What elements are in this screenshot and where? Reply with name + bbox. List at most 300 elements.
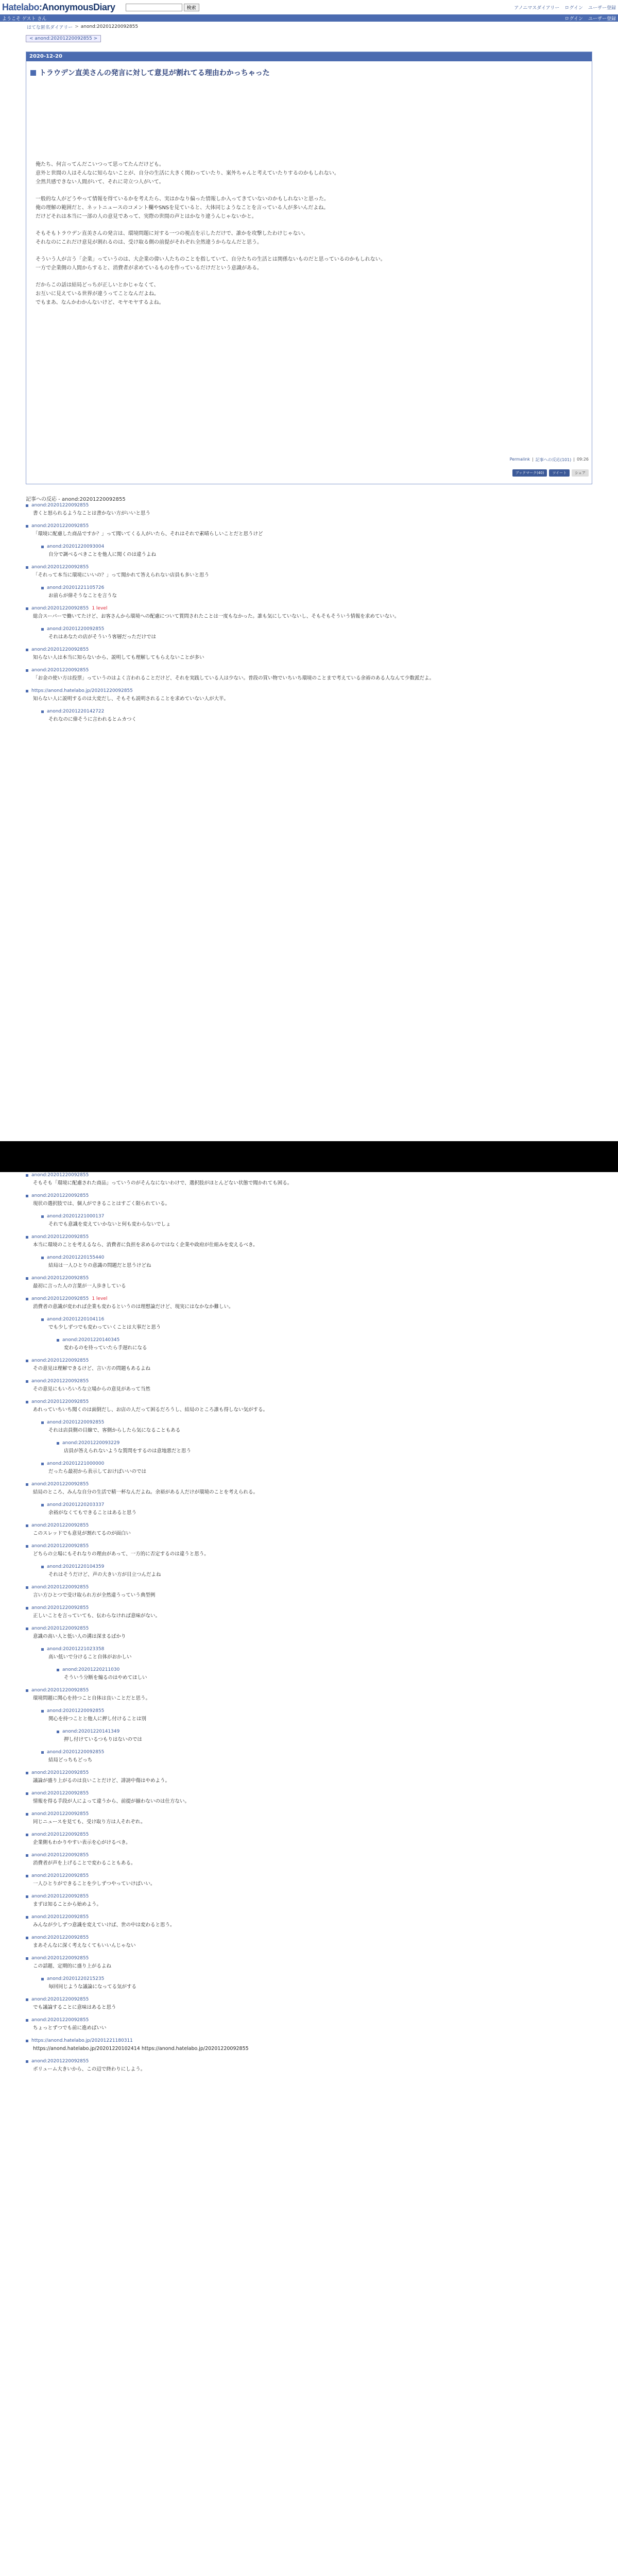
comment-text: まあそんなに深く考えなくてもいいんじゃない: [33, 1943, 136, 1948]
entry-nav-link[interactable]: < anond:20201220092855 >: [26, 35, 101, 42]
comment-link[interactable]: anond:20201220092855: [31, 1585, 89, 1590]
comment-header: [26, 565, 592, 570]
comment-text: 消費者の意識が変われば企業も変わるというのは理想論だけど、現実にはなかなか難しい。: [33, 1304, 234, 1310]
comment-link[interactable]: anond:20201220141349: [62, 1729, 120, 1734]
comment-text: 高い低いで分けること自体がおかしい: [48, 1654, 132, 1660]
comment-header: [57, 1440, 592, 1446]
comment-text: 最初に言った人の言葉が一人歩きしている: [33, 1283, 126, 1289]
comment-link[interactable]: anond:20201220092855: [31, 1276, 89, 1281]
comment-item: [41, 709, 592, 723]
bullet-icon: [26, 1916, 28, 1919]
comment-item: [26, 2018, 592, 2032]
comment-header: [26, 1482, 592, 1487]
comment-item: [57, 1667, 592, 1682]
bullet-icon: [26, 1483, 28, 1486]
comment-item: [41, 1502, 592, 1517]
comment-link[interactable]: anond:20201220092855: [47, 1420, 105, 1425]
comment-header: [26, 668, 592, 673]
comment-link[interactable]: anond:20201220092855: [47, 1750, 105, 1755]
comment-item: [26, 1482, 592, 1496]
comment-link[interactable]: anond:20201220203337: [47, 1502, 105, 1507]
comment-item: [26, 1585, 592, 1599]
comment-text: 「それって本当に環境にいいの？」って聞かれて答えられない店員も多いと思う: [33, 572, 210, 578]
bullet-icon: [26, 1628, 28, 1630]
comment-link[interactable]: anond:20201220140345: [62, 1337, 120, 1343]
comment-text: だったら最初から表示しておけばいいのでは: [48, 1469, 147, 1475]
entry-body: [36, 160, 581, 307]
comment-item: [41, 1461, 592, 1476]
comment-header: [26, 647, 592, 652]
bullet-icon: [41, 1257, 44, 1259]
comment-text: 情報を得る手段が人によって違うから、前提が揃わないのは仕方ない。: [33, 1799, 190, 1804]
comment-item: [26, 1935, 592, 1950]
bullet-icon: [41, 1318, 44, 1321]
comment-header: [26, 1873, 592, 1878]
comment-link[interactable]: anond:20201220215235: [47, 1976, 105, 1981]
comment-link[interactable]: anond:20201220092855: [31, 503, 89, 508]
top-nav: [514, 4, 616, 11]
comment-text: 環境問題に関心を持つこと自体は良いことだと思う。: [33, 1696, 151, 1701]
comment-text: 本当に環境のことを考えるなら、消費者に負担を求めるのではなく企業や政府が仕組みを変えるべき。: [33, 1242, 258, 1248]
reactions-link[interactable]: 記事への反応(101): [535, 457, 572, 462]
comment-item: [41, 1255, 592, 1269]
comment-item: [26, 1956, 592, 1970]
comment-link[interactable]: anond:20201220092855: [31, 2059, 89, 2064]
entry-paragraph: それなのにこれだけ意見が割れるのは、受け取る側の前提がそれぞれ全然違うからなんだと思う。: [36, 240, 262, 245]
comment-text: 押し付けているつもりはないのでは: [64, 1737, 142, 1742]
bullet-icon: [41, 1566, 44, 1568]
comment-text: 正しいことを言っていても、伝わらなければ意味がない。: [33, 1613, 161, 1619]
bullet-icon: [57, 1339, 59, 1342]
comment-text: 一人ひとりができることを少しずつやっていけばいい。: [33, 1881, 156, 1887]
comment-item: [41, 1214, 592, 1228]
comment-text: どちらの立場にもそれなりの理由があって、一方的に否定するのは違うと思う。: [33, 1551, 209, 1557]
comment-link[interactable]: anond:20201220092855: [31, 1296, 89, 1301]
bullet-icon: [26, 1998, 28, 2001]
comment-header: [26, 1832, 592, 1837]
bar-register-link[interactable]: ユーザー登録: [588, 16, 616, 22]
comment-text: みんなが少しずつ意識を変えていけば、世の中は変わると思う。: [33, 1922, 175, 1928]
comment-header: [41, 1255, 592, 1260]
comment-item: [26, 668, 592, 682]
comment-link[interactable]: anond:20201220092855: [31, 1482, 89, 1487]
comment-text: 総合スーパーで働いてたけど、お客さんから環境への配慮について質問されたことは一度もなかった。誰も気にしていないし、そもそもそういう情報を求めていない。: [33, 614, 400, 619]
reactions-heading: 記事への反応 - anond:20201220092855: [26, 497, 126, 502]
bullet-icon: [26, 1380, 28, 1383]
comment-text: 現状の選択肢では、個人ができることはすごく限られている。: [33, 1201, 170, 1207]
bullet-icon: [41, 1648, 44, 1651]
tweet-button[interactable]: ツイート: [549, 469, 570, 477]
bullet-icon: [41, 1751, 44, 1754]
comment-item: [26, 1605, 592, 1620]
comment-header: [26, 2059, 592, 2064]
bullet-icon: [26, 1895, 28, 1898]
comment-item: [26, 1832, 592, 1846]
comment-header: [57, 1667, 592, 1672]
bullet-icon: [26, 649, 28, 651]
bullet-icon: [26, 1586, 28, 1589]
search-button[interactable]: 検索: [184, 4, 199, 11]
comment-link[interactable]: anond:20201220092855: [31, 1894, 89, 1899]
bullet-icon: [41, 1504, 44, 1506]
comment-item: [41, 1317, 592, 1331]
entry-title: [30, 67, 588, 78]
comment-link[interactable]: https://anond.hatelabo.jp/20201221180311: [31, 2038, 133, 2043]
entry-meta: [510, 457, 589, 463]
entry-paragraph: でもまあ、なんかわかんないけど、モヤモヤするよね。: [36, 300, 164, 306]
bullet-icon: [26, 1937, 28, 1939]
comment-item: [26, 1173, 592, 1187]
comment-link[interactable]: anond:20201220155440: [47, 1255, 105, 1260]
comment-link[interactable]: anond:20201220093229: [62, 1440, 120, 1446]
entry-paragraph: お互いに見えている世界が違うってことなんだよね。: [36, 291, 159, 297]
bullet-icon: [41, 546, 44, 548]
comment-link[interactable]: anond:20201220211030: [62, 1667, 120, 1672]
bullet-icon: [26, 669, 28, 672]
comment-text: 書くと怒られるようなことは書かない方がいいと思う: [33, 511, 151, 516]
comment-link[interactable]: anond:20201220092855: [47, 1708, 105, 1714]
comment-link[interactable]: anond:20201220092855: [31, 1358, 89, 1363]
entry-paragraph: 俺たち、何言ってんだこいつって思ってたんだけども。: [36, 162, 164, 167]
comment-link[interactable]: https://anond.hatelabo.jp/20201220092855: [31, 688, 133, 693]
comment-link[interactable]: anond:20201220092855: [31, 1544, 89, 1549]
comment-header: [26, 1956, 592, 1961]
comment-item: [41, 1708, 592, 1723]
entry-title-text: トラウデン直美さんの発言に対して意見が割れてる理由わかっちゃった: [39, 69, 270, 77]
comment-header: [57, 1337, 592, 1343]
bullet-icon: [26, 1360, 28, 1362]
comment-item: [26, 1523, 592, 1537]
site-logo[interactable]: [2, 2, 115, 13]
entry-paragraph: 一方で企業側の人間からすると、消費者が求めているものを作っているだけだという意識がある。: [36, 265, 262, 271]
comment-link[interactable]: anond:20201220092855: [31, 1935, 89, 1940]
breadcrumb-current: anond:20201220092855: [80, 24, 139, 29]
comment-link[interactable]: anond:20201220142722: [47, 709, 105, 714]
bullet-icon: [26, 1792, 28, 1795]
entry-paragraph: そういう人が言う「企業」っていうのは、大企業の偉い人たちのことを指していて、自分たちの生活とは関係ないものだと思っているのかもしれない。: [36, 257, 386, 262]
comments-list-bottom: [26, 1173, 592, 2079]
comment-item: [26, 1379, 592, 1393]
comment-text: この話題、定期的に盛り上がるよね: [33, 1963, 112, 1969]
comment-header: [26, 2038, 592, 2043]
comment-text: まずは知ることから始めよう。: [33, 1902, 102, 1907]
comment-text: それでも意識を変えていかないと何も変わらないでしょ: [48, 1222, 171, 1227]
comment-text: 店員が答えられないような質問をするのは意地悪だと思う: [64, 1448, 192, 1454]
comment-link[interactable]: anond:20201221105726: [47, 585, 105, 590]
comment-item: [41, 585, 592, 600]
comment-header: [26, 1791, 592, 1796]
comment-item: [26, 523, 592, 538]
comment-header: [26, 1234, 592, 1240]
comment-header: [41, 709, 592, 714]
bullet-icon: [26, 1195, 28, 1197]
bullet-icon: [26, 2019, 28, 2022]
bullet-icon: [41, 1710, 44, 1713]
entry-date: 2020-12-20: [26, 52, 592, 61]
welcome-bar: [0, 14, 618, 22]
meta-sep2: |: [573, 457, 575, 462]
comment-text: お前らが偉そうなことを言うな: [48, 593, 117, 599]
bookmark-button[interactable]: ブックマーク(40): [512, 469, 547, 477]
comment-header: [26, 1358, 592, 1363]
comment-item: [26, 1853, 592, 1867]
comment-text: 意識の高い人と低い人の溝は深まるばかり: [33, 1634, 126, 1639]
comment-text: 「環境に配慮した商品ですか？」って聞いてくる人がいたら、それはそれで素晴らしいことだと思うけど: [33, 531, 263, 537]
comment-item: [57, 1337, 592, 1352]
search-input[interactable]: [126, 4, 182, 11]
comment-link[interactable]: anond:20201220092855: [31, 647, 89, 652]
entry-paragraph: 俺の理解の範囲だと、ネットニュースのコメント欄やSNSを見ていると、大体同じようなことを言っている人が多いんだよね。: [36, 205, 329, 211]
bullet-icon: [26, 1545, 28, 1548]
comment-item: [57, 1729, 592, 1743]
bullet-icon: [26, 1607, 28, 1609]
comment-item: [26, 1894, 592, 1908]
bullet-icon: [26, 2040, 28, 2042]
comment-header: [26, 2018, 592, 2023]
bar-login-link[interactable]: ログイン: [564, 16, 583, 22]
comment-link[interactable]: anond:20201220092855: [31, 1193, 89, 1198]
comment-text: そもそも「環境に配慮された商品」っていうのがそんなにないわけで、選択肢がほとんどない状態で聞かれても困る。: [33, 1180, 293, 1186]
comment-item: [26, 1770, 592, 1785]
search-box: [126, 4, 199, 11]
comment-link[interactable]: anond:20201220092855: [31, 1873, 89, 1878]
comment-link[interactable]: anond:20201220092855: [31, 668, 89, 673]
bullet-icon: [41, 1215, 44, 1218]
bullet-icon: [26, 1772, 28, 1774]
comment-item: [26, 2059, 592, 2073]
comment-item: [26, 647, 592, 662]
comment-item: [26, 1873, 592, 1888]
comment-item: [26, 1358, 592, 1372]
comments-list-top: [26, 503, 592, 730]
permalink[interactable]: Permalink: [509, 457, 530, 462]
comment-link[interactable]: anond:20201220092855: [31, 1626, 89, 1631]
welcome-text: ようこそ ゲスト さん: [2, 16, 47, 22]
bullet-icon: [26, 1236, 28, 1239]
comment-text: このスレッドでも意見が割れてるのが面白い: [33, 1531, 131, 1536]
comment-header: [41, 1214, 592, 1219]
bullet-icon: [26, 2060, 28, 2063]
entry-paragraph: だからこの話は結局どっちが正しいとかじゃなくて、: [36, 282, 159, 288]
comment-header: [26, 1626, 592, 1631]
comment-header: [26, 1379, 592, 1384]
paragraph-gap: [36, 221, 581, 229]
comment-item: [41, 1420, 592, 1434]
paragraph-gap: [36, 187, 581, 195]
comment-item: [26, 1914, 592, 1929]
comment-link[interactable]: anond:20201221023358: [47, 1647, 105, 1652]
comment-header: [57, 1729, 592, 1734]
comment-link[interactable]: anond:20201220092855: [31, 565, 89, 570]
bullet-icon: [26, 1813, 28, 1816]
breadcrumb-root[interactable]: はてな匿名ダイアリー: [27, 25, 73, 30]
comment-link[interactable]: anond:20201220092855: [31, 1853, 89, 1858]
comment-link[interactable]: anond:20201220092855: [31, 1811, 89, 1817]
comment-text: 知らない人に説明するのは大変だし、そもそも説明されることを求めていない人が大半。: [33, 696, 229, 702]
comment-header: [26, 1544, 592, 1549]
comment-text: 結局どっちもどっち: [48, 1757, 93, 1763]
comment-header: [41, 585, 592, 590]
logo-main-text: Hatelabo: [2, 2, 40, 12]
comment-item: [26, 606, 592, 620]
comment-header: [41, 1317, 592, 1322]
comment-item: [26, 503, 592, 517]
new-badge: 1 level: [92, 1296, 108, 1301]
comment-item: [26, 1193, 592, 1208]
comment-link[interactable]: anond:20201221000000: [47, 1461, 105, 1466]
comment-item: [26, 1544, 592, 1558]
bullet-icon: [26, 1689, 28, 1692]
comment-text: 議論が盛り上がるのは良いことだけど、誹謗中傷はやめよう。: [33, 1778, 170, 1784]
comment-link[interactable]: anond:20201220092855: [31, 1523, 89, 1528]
comment-header: [26, 1399, 592, 1404]
comment-item: [41, 1647, 592, 1661]
comment-text: 同じニュースを見ても、受け取り方は人それぞれ。: [33, 1819, 146, 1825]
comment-text: 変わるのを待っていたら手遅れになる: [64, 1345, 147, 1351]
comment-text: でも議論することに意味はあると思う: [33, 2005, 116, 2010]
bullet-icon: [26, 504, 28, 507]
comment-link[interactable]: anond:20201220092855: [31, 1791, 89, 1796]
comment-link[interactable]: anond:20201220092855: [31, 1399, 89, 1404]
comment-link[interactable]: anond:20201220092855: [31, 1379, 89, 1384]
comment-item: [26, 1791, 592, 1805]
bullet-icon: [26, 566, 28, 569]
comment-header: [26, 688, 592, 693]
bullet-icon: [57, 1442, 59, 1445]
comment-text: 「お金の使い方は投票」っていうのはよく言われることだけど、それを実践している人は少ない。普段の買い物でいちいち環境のことまで考えている余裕のある人なんて少数派だよ。: [33, 675, 435, 681]
comment-link[interactable]: anond:20201220092855: [31, 1956, 89, 1961]
comment-header: [26, 1853, 592, 1858]
comment-text: そういう分断を煽るのはやめてほしい: [64, 1675, 147, 1681]
bullet-icon: [41, 1978, 44, 1980]
bullet-icon: [26, 1875, 28, 1877]
logo-sub: AnonymousDiary: [42, 2, 115, 12]
nav-login[interactable]: ログイン: [564, 5, 583, 11]
site-header: [0, 0, 618, 14]
comment-header: [26, 1770, 592, 1775]
bullet-icon: [57, 1669, 59, 1671]
comment-item: [26, 1626, 592, 1640]
comment-link[interactable]: anond:20201220104359: [47, 1564, 105, 1569]
comment-link[interactable]: anond:20201220092855: [31, 2018, 89, 2023]
comment-header: [26, 1193, 592, 1198]
comment-text: でも少しずつでも変わっていくことは大事だと思う: [48, 1325, 161, 1330]
comment-item: [41, 626, 592, 641]
comment-text: それはあなたの店がそういう客層だっただけでは: [48, 634, 157, 640]
logo-sub-text: :: [39, 2, 42, 12]
bullet-icon: [26, 607, 28, 610]
comment-item: [26, 1997, 592, 2011]
comment-link[interactable]: anond:20201220092855: [31, 606, 89, 611]
comment-text: ちょっとずつでも前に進めばいい: [33, 2025, 107, 2031]
comment-text: 関心を持つことと他人に押し付けることは別: [48, 1716, 147, 1722]
comment-text: https://anond.hatelabo.jp/20201220102414 https://anond.hatelabo.jp/20201220092855: [33, 2046, 249, 2052]
comment-link[interactable]: anond:20201220092855: [47, 626, 105, 632]
comment-text: それはそうだけど、声の大きい方が目立つんだよね: [48, 1572, 161, 1578]
comment-link[interactable]: anond:20201220093004: [47, 544, 105, 549]
comment-text: ボリューム大きいから、この辺で終わりにしよう。: [33, 2066, 146, 2072]
comment-header: [26, 503, 592, 508]
comment-item: [26, 1234, 592, 1249]
comment-item: [41, 1750, 592, 1764]
comment-link[interactable]: anond:20201220092855: [31, 1997, 89, 2002]
share-button[interactable]: シェア: [572, 469, 589, 477]
comment-header: [26, 1894, 592, 1899]
nav-register[interactable]: ユーザー登録: [588, 5, 616, 11]
comment-item: [26, 1276, 592, 1290]
comment-link[interactable]: anond:20201221000137: [47, 1214, 105, 1219]
title-square-icon: [30, 70, 36, 76]
comment-text: 知らない人は本当に知らないから、説明しても理解してもらえないことが多い: [33, 655, 204, 660]
comment-header: [26, 1296, 592, 1301]
bullet-icon: [26, 1524, 28, 1527]
comment-link[interactable]: anond:20201220092855: [31, 1688, 89, 1693]
comment-item: [26, 565, 592, 579]
comment-text: 言い方ひとつで受け取られ方が全然違うっていう典型例: [33, 1592, 156, 1598]
new-badge: 1 level: [92, 606, 108, 611]
comment-item: [26, 2038, 592, 2053]
entry-paragraph: 全然共感できない人間がいて、それに苛立つ人がいて。: [36, 179, 164, 185]
bullet-icon: [41, 587, 44, 589]
entry-paragraph: 意外と世間の人はそんなに知らないことが、自分の生活に大きく関わっていたり、案外ちゃんと考えていたりするのかもしれない。: [36, 171, 339, 176]
comment-header: [41, 1420, 592, 1425]
comment-header: [26, 1935, 592, 1940]
comment-header: [26, 1173, 592, 1178]
comment-link[interactable]: anond:20201220092855: [31, 1234, 89, 1240]
entry-paragraph: だけどそれは本当に一部の人の意見であって、実際の世間の声とはかなり違うんじゃないかと。: [36, 214, 257, 219]
comment-link[interactable]: anond:20201220092855: [31, 1914, 89, 1920]
comment-header: [41, 1976, 592, 1981]
comment-header: [26, 1585, 592, 1590]
comment-header: [41, 544, 592, 549]
comment-header: [41, 1564, 592, 1569]
comment-header: [26, 523, 592, 529]
comment-link[interactable]: anond:20201220092855: [31, 1605, 89, 1611]
comment-text: 結局は一人ひとりの意識の問題だと思うけどね: [48, 1263, 151, 1268]
bullet-icon: [41, 710, 44, 713]
comment-item: [26, 1688, 592, 1702]
diary-entry: [26, 52, 592, 484]
nav-anonymous-diary[interactable]: アノニマスダイアリー: [514, 5, 560, 11]
comment-header: [26, 1605, 592, 1611]
comment-item: [26, 1399, 592, 1414]
entry-tools: [512, 469, 589, 477]
comment-link[interactable]: anond:20201220104116: [47, 1317, 105, 1322]
bullet-icon: [41, 1463, 44, 1465]
bullet-icon: [26, 1854, 28, 1857]
comment-item: [41, 544, 592, 558]
comment-item: [26, 1296, 592, 1311]
comment-text: 結局のところ、みんな自分の生活で精一杯なんだよね。余裕がある人だけが環境のことを考えられる。: [33, 1489, 259, 1495]
comment-header: [41, 1750, 592, 1755]
comment-link[interactable]: anond:20201220092855: [31, 1832, 89, 1837]
comment-item: [26, 688, 592, 703]
comment-text: 自分で調べるべきことを他人に聞くのは違うよね: [48, 552, 157, 557]
comment-text: 余裕がなくてもできることはあると思う: [48, 1510, 137, 1516]
comment-link[interactable]: anond:20201220092855: [31, 1770, 89, 1775]
bullet-icon: [26, 690, 28, 692]
bullet-icon: [26, 1174, 28, 1177]
comment-header: [26, 1997, 592, 2002]
redacted-band: [0, 1141, 618, 1172]
comment-text: 毎回同じような議論になってる気がする: [48, 1984, 137, 1990]
comment-link[interactable]: anond:20201220092855: [31, 523, 89, 529]
comment-header: [41, 1461, 592, 1466]
comment-link[interactable]: anond:20201220092855: [31, 1173, 89, 1178]
bullet-icon: [41, 1421, 44, 1424]
breadcrumb: [0, 22, 618, 32]
comment-header: [26, 1811, 592, 1817]
